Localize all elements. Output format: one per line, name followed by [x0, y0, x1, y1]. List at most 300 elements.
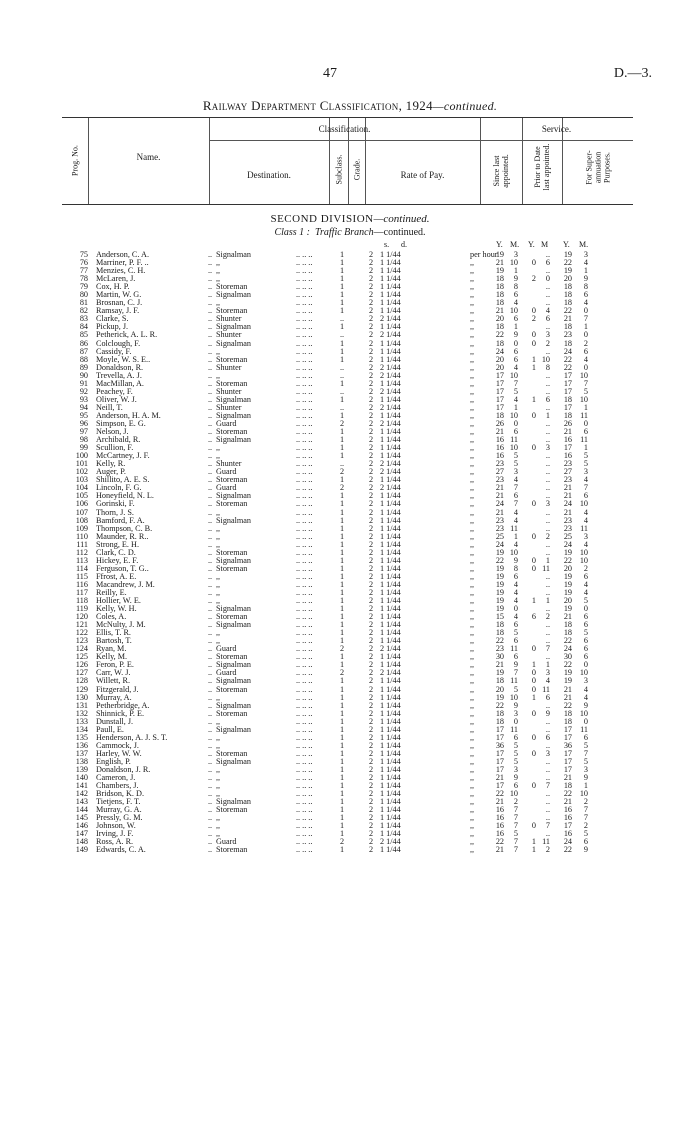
- cell-name: Ross, A. R.: [96, 838, 134, 847]
- cell-destination: Storeman: [216, 748, 248, 758]
- leader-dots: .. .. ..: [296, 483, 313, 493]
- cell-prior-months: 4: [545, 676, 550, 686]
- cell-name: Fitzgerald, J.: [96, 685, 139, 694]
- cell-grade: 2: [368, 740, 374, 750]
- leader-dots: .. .. ..: [296, 555, 313, 565]
- cell-rate-unit: ,,: [470, 539, 475, 549]
- branch-suffix: —continued.: [373, 227, 426, 238]
- table-row: [0, 846, 700, 854]
- cell-name: Paull, E.: [96, 725, 124, 734]
- cell-super-months: 4: [583, 539, 588, 549]
- cell-subclass: 1: [339, 684, 345, 694]
- cell-super-months: 2: [583, 821, 588, 831]
- cell-name: McLaren, J.: [96, 275, 136, 284]
- cell-destination: Signalman: [216, 410, 252, 420]
- cell-rate: 1 1/44: [380, 797, 401, 807]
- cell-prog-no: 83: [79, 314, 88, 324]
- cell-destination: Signalman: [216, 555, 252, 565]
- cell-since-years: 18: [495, 282, 504, 292]
- leader-dots: ..: [208, 724, 213, 734]
- cell-grade: 2: [368, 765, 374, 774]
- cell-prog-no: 113: [76, 555, 88, 565]
- cell-rate-unit: ,,: [470, 660, 475, 670]
- cell-prior-years: 0: [531, 708, 536, 718]
- leader-dots: ..: [208, 555, 213, 565]
- cell-prog-no: 86: [79, 338, 88, 348]
- cell-super-years: 17: [563, 765, 572, 774]
- table-row: [0, 420, 700, 428]
- unit-shillings: s.: [384, 240, 390, 249]
- cell-subclass: 1: [339, 563, 345, 573]
- cell-rate: 1 1/44: [380, 451, 401, 461]
- cell-prior-months: 7: [545, 644, 550, 654]
- leader-dots: ..: [208, 676, 213, 686]
- cell-subclass: 2: [339, 668, 345, 678]
- cell-since-years: 19: [495, 250, 504, 259]
- cell-super-months: 2: [583, 797, 588, 807]
- cell-since-months: 3: [513, 250, 518, 259]
- cell-grade: 2: [368, 306, 374, 316]
- cell-rate-unit: ,,: [470, 306, 475, 316]
- leader-dots: ..: [208, 322, 213, 332]
- table-row: [0, 476, 700, 484]
- cell-super-months: 5: [583, 756, 588, 766]
- cell-name: Menzies, C. H.: [96, 267, 146, 276]
- leader-dots: .. .. ..: [296, 700, 313, 710]
- cell-destination: Storeman: [216, 845, 248, 855]
- cell-destination: ,,: [216, 789, 221, 799]
- cell-grade: 2: [368, 322, 374, 332]
- cell-super-months: 0: [583, 660, 588, 670]
- leader-dots: .. .. ..: [296, 378, 313, 388]
- cell-prior-months: ..: [545, 427, 550, 437]
- cell-prog-no: 126: [75, 660, 88, 670]
- cell-since-years: 17: [495, 394, 504, 404]
- cell-subclass: 1: [339, 732, 345, 742]
- cell-destination: ,,: [216, 507, 221, 517]
- cell-destination: Guard: [216, 483, 237, 493]
- section-title: SECOND DIVISION: [270, 213, 374, 225]
- cell-since-years: 21: [495, 491, 504, 501]
- cell-prior-years: 0: [531, 531, 536, 541]
- cell-rate: 2 1/44: [380, 370, 401, 380]
- cell-super-years: 19: [563, 604, 572, 614]
- cell-subclass: 1: [339, 660, 345, 670]
- cell-since-years: 17: [495, 748, 504, 758]
- cell-since-years: 21: [495, 306, 504, 316]
- cell-rate-unit: ,,: [470, 579, 475, 589]
- cell-rate-unit: ,,: [470, 716, 475, 726]
- cell-subclass: 1: [339, 338, 345, 348]
- cell-rate-unit: ,,: [470, 354, 475, 364]
- cell-super-months: 0: [583, 418, 588, 428]
- cell-prior-months: 11: [542, 837, 550, 847]
- cell-subclass: 1: [339, 266, 345, 276]
- header-service: Service.: [541, 124, 572, 134]
- cell-super-months: 0: [583, 306, 588, 316]
- leader-dots: ..: [208, 306, 213, 316]
- cell-since-months: 0: [513, 338, 518, 348]
- cell-since-years: 17: [495, 724, 504, 734]
- cell-since-years: 23: [495, 459, 504, 469]
- cell-super-years: 21: [563, 507, 572, 517]
- cell-prior-years: 2: [531, 314, 536, 324]
- cell-destination: Signalman: [216, 250, 252, 259]
- cell-rate: 1 1/44: [380, 612, 401, 622]
- cell-destination: Shunter: [216, 330, 242, 340]
- leader-dots: ..: [208, 443, 213, 453]
- cell-since-years: 19: [495, 596, 504, 606]
- cell-grade: 2: [368, 378, 374, 388]
- cell-super-years: 21: [563, 491, 572, 501]
- cell-super-months: 10: [579, 499, 588, 509]
- cell-name: Anderson, H. A. M.: [96, 411, 161, 420]
- cell-since-years: 16: [495, 443, 504, 453]
- cell-grade: 2: [368, 652, 374, 662]
- cell-prog-no: 109: [75, 523, 88, 533]
- cell-since-years: 17: [495, 402, 504, 412]
- leader-dots: ..: [208, 604, 213, 614]
- cell-rate: 1 1/44: [380, 660, 401, 670]
- cell-subclass: 1: [339, 813, 345, 823]
- cell-prog-no: 98: [79, 435, 88, 445]
- cell-grade: 2: [368, 845, 374, 855]
- leader-dots: .. .. ..: [296, 604, 313, 614]
- cell-super-years: 23: [563, 330, 572, 340]
- cell-super-years: 18: [563, 290, 572, 300]
- table-row: [0, 653, 700, 661]
- cell-rate: 1 1/44: [380, 781, 401, 791]
- leader-dots: ..: [208, 314, 213, 324]
- table-row: [0, 838, 700, 846]
- cell-prior-months: 6: [545, 692, 550, 702]
- cell-prior-months: ..: [545, 765, 550, 774]
- cell-prior-years: 0: [531, 563, 536, 573]
- cell-super-months: 10: [579, 555, 588, 565]
- cell-since-months: 9: [513, 555, 518, 565]
- leader-dots: ..: [208, 756, 213, 766]
- leader-dots: ..: [208, 829, 213, 839]
- cell-name: MacMillan, A.: [96, 379, 144, 388]
- table-row: [0, 758, 700, 766]
- leader-dots: .. .. ..: [296, 523, 313, 533]
- table-row: [0, 356, 700, 364]
- cell-prog-no: 79: [79, 282, 88, 292]
- table-row: [0, 275, 700, 283]
- leader-dots: ..: [208, 427, 213, 437]
- table-row: [0, 790, 700, 798]
- cell-subclass: ..: [339, 330, 345, 340]
- cell-since-months: 3: [513, 708, 518, 718]
- table-row: [0, 404, 700, 412]
- page-title: [0, 98, 700, 114]
- cell-subclass: 1: [339, 523, 345, 533]
- cell-prog-no: 133: [75, 716, 88, 726]
- cell-subclass: 1: [339, 507, 345, 517]
- cell-subclass: 1: [339, 451, 345, 461]
- cell-prior-months: ..: [545, 716, 550, 726]
- cell-rate-unit: ,,: [470, 644, 475, 654]
- cell-subclass: 2: [339, 837, 345, 847]
- cell-since-years: 20: [495, 684, 504, 694]
- cell-name: Trevella, A. J.: [96, 371, 142, 380]
- cell-since-months: 6: [513, 620, 518, 630]
- cell-since-years: 21: [495, 773, 504, 783]
- cell-super-years: 18: [563, 282, 572, 292]
- cell-name: Bridson, K. D.: [96, 790, 144, 799]
- cell-super-months: 2: [583, 338, 588, 348]
- cell-prior-months: 1: [545, 660, 550, 670]
- cell-destination: Signalman: [216, 724, 252, 734]
- cell-super-years: 17: [563, 732, 572, 742]
- cell-rate-unit: ,,: [470, 258, 475, 268]
- table-row: [0, 267, 700, 275]
- cell-rate-unit: ,,: [470, 451, 475, 461]
- cell-name: Maunder, R. R..: [96, 532, 149, 541]
- cell-super-months: 7: [583, 805, 588, 815]
- cell-since-months: 5: [513, 628, 518, 638]
- cell-grade: 2: [368, 410, 374, 420]
- cell-rate-unit: ,,: [470, 443, 475, 453]
- cell-subclass: ..: [339, 459, 345, 469]
- cell-name: Hollier, W. E.: [96, 597, 141, 606]
- cell-name: Cammock, J.: [96, 741, 139, 750]
- leader-dots: .. .. ..: [296, 628, 313, 638]
- cell-name: Kelly, R.: [96, 460, 126, 469]
- header-grade: Grade.: [352, 158, 362, 181]
- cell-name: Ffrost, A. E.: [96, 572, 137, 581]
- cell-name: Colclough, F.: [96, 339, 141, 348]
- leader-dots: .. .. ..: [296, 258, 313, 268]
- leader-dots: .. .. ..: [296, 765, 313, 774]
- cell-subclass: 1: [339, 274, 345, 284]
- cell-grade: 2: [368, 684, 374, 694]
- cell-prior-months: 8: [545, 362, 550, 372]
- cell-prior-months: 2: [545, 845, 550, 855]
- cell-subclass: 1: [339, 845, 345, 855]
- cell-rate-unit: ,,: [470, 587, 475, 597]
- cell-grade: 2: [368, 837, 374, 847]
- cell-grade: 2: [368, 370, 374, 380]
- cell-super-years: 18: [563, 322, 572, 332]
- cell-prior-months: ..: [545, 451, 550, 461]
- unit-super-years: Y.: [563, 240, 570, 249]
- cell-since-months: 3: [513, 467, 518, 477]
- leader-dots: ..: [208, 596, 213, 606]
- cell-prior-months: 9: [545, 708, 550, 718]
- cell-super-months: 9: [583, 845, 588, 855]
- cell-super-years: 17: [563, 370, 572, 380]
- cell-since-months: 6: [513, 314, 518, 324]
- cell-super-months: 10: [579, 668, 588, 678]
- cell-since-years: 18: [495, 410, 504, 420]
- cell-since-months: 11: [510, 676, 518, 686]
- cell-prior-months: 3: [545, 499, 550, 509]
- cell-rate: 2 1/44: [380, 418, 401, 428]
- cell-super-months: 6: [583, 346, 588, 356]
- cell-name: Clarke, S.: [96, 315, 129, 324]
- cell-name: Pickup, J.: [96, 323, 129, 332]
- leader-dots: ..: [208, 499, 213, 509]
- cell-destination: Storeman: [216, 805, 248, 815]
- leader-dots: ..: [208, 765, 213, 774]
- cell-prog-no: 95: [79, 410, 88, 420]
- cell-since-months: 6: [513, 571, 518, 581]
- cell-name: Gorinski, F.: [96, 500, 135, 509]
- cell-prog-no: 81: [79, 298, 88, 308]
- cell-super-months: 7: [583, 483, 588, 493]
- cell-prior-years: 0: [531, 676, 536, 686]
- cell-prior-months: ..: [545, 435, 550, 445]
- leader-dots: ..: [208, 547, 213, 557]
- cell-prog-no: 101: [75, 459, 88, 469]
- branch-name: Traffic Branch: [315, 227, 374, 238]
- cell-super-years: 16: [563, 451, 572, 461]
- cell-grade: 2: [368, 555, 374, 565]
- leader-dots: ..: [208, 330, 213, 340]
- cell-prior-months: ..: [545, 571, 550, 581]
- cell-since-years: 17: [495, 386, 504, 396]
- cell-since-months: 6: [513, 346, 518, 356]
- table-row: [0, 782, 700, 790]
- cell-super-months: 5: [583, 386, 588, 396]
- leader-dots: ..: [208, 805, 213, 815]
- cell-since-years: 16: [495, 805, 504, 815]
- cell-prior-months: 1: [545, 555, 550, 565]
- cell-prog-no: 82: [79, 306, 88, 316]
- cell-grade: 2: [368, 459, 374, 469]
- cell-name: Thompson, C. B.: [96, 524, 153, 533]
- cell-super-years: 22: [563, 362, 572, 372]
- cell-since-years: 25: [495, 531, 504, 541]
- cell-prior-months: ..: [545, 515, 550, 525]
- cell-prog-no: 92: [79, 386, 88, 396]
- leader-dots: .. .. ..: [296, 394, 313, 404]
- cell-super-years: 16: [563, 813, 572, 823]
- cell-prior-months: 0: [545, 274, 550, 284]
- leader-dots: .. .. ..: [296, 266, 313, 276]
- cell-rate-unit: ,,: [470, 596, 475, 606]
- cell-grade: 2: [368, 314, 374, 324]
- cell-name: Dunstall, J.: [96, 717, 134, 726]
- cell-since-months: 10: [509, 410, 518, 420]
- leader-dots: .. .. ..: [296, 402, 313, 412]
- table-row: [0, 517, 700, 525]
- cell-prior-years: 0: [531, 748, 536, 758]
- table-row: [0, 428, 700, 436]
- cell-prog-no: 143: [75, 797, 88, 807]
- cell-prior-months: ..: [545, 636, 550, 646]
- cell-rate: 1 1/44: [380, 435, 401, 445]
- cell-since-months: 5: [513, 684, 518, 694]
- cell-prior-months: 3: [545, 330, 550, 340]
- cell-super-months: 11: [580, 523, 588, 533]
- cell-prior-months: 1: [545, 410, 550, 420]
- cell-subclass: ..: [339, 314, 345, 324]
- cell-rate: 2 1/44: [380, 314, 401, 324]
- leader-dots: ..: [208, 362, 213, 372]
- cell-subclass: 1: [339, 636, 345, 646]
- cell-prior-months: ..: [545, 652, 550, 662]
- cell-destination: ,,: [216, 596, 221, 606]
- cell-destination: Signalman: [216, 515, 252, 525]
- cell-prog-no: 93: [79, 394, 88, 404]
- cell-prior-months: 6: [545, 314, 550, 324]
- cell-since-months: 0: [513, 418, 518, 428]
- cell-destination: ,,: [216, 636, 221, 646]
- cell-rate-unit: ,,: [470, 797, 475, 807]
- cell-name: Henderson, A. J. S. T.: [96, 733, 168, 742]
- cell-super-years: 22: [563, 789, 572, 799]
- leader-dots: ..: [208, 410, 213, 420]
- leader-dots: .. .. ..: [296, 443, 313, 453]
- cell-rate: 1 1/44: [380, 378, 401, 388]
- cell-since-months: 5: [513, 451, 518, 461]
- cell-rate-unit: ,,: [470, 700, 475, 710]
- cell-super-months: 3: [583, 676, 588, 686]
- cell-subclass: 1: [339, 427, 345, 437]
- leader-dots: .. .. ..: [296, 282, 313, 292]
- cell-super-months: 6: [583, 571, 588, 581]
- cell-name: English, P.: [96, 757, 131, 766]
- cell-since-years: 22: [495, 837, 504, 847]
- cell-destination: Signalman: [216, 338, 252, 348]
- cell-super-years: 18: [563, 394, 572, 404]
- leader-dots: .. .. ..: [296, 692, 313, 702]
- cell-since-months: 10: [509, 306, 518, 316]
- cell-prior-months: ..: [545, 805, 550, 815]
- cell-prior-months: ..: [545, 579, 550, 589]
- cell-grade: 2: [368, 756, 374, 766]
- cell-rate: 2 1/44: [380, 459, 401, 469]
- table-row: [0, 500, 700, 508]
- cell-since-years: 17: [495, 756, 504, 766]
- table-row: [0, 444, 700, 452]
- cell-super-years: 24: [563, 346, 572, 356]
- cell-since-years: 23: [495, 523, 504, 533]
- cell-prior-years: 1: [531, 362, 536, 372]
- cell-prior-years: 0: [531, 443, 536, 453]
- leader-dots: ..: [208, 378, 213, 388]
- cell-rate-unit: ,,: [470, 628, 475, 638]
- table-row: [0, 557, 700, 565]
- cell-destination: Signalman: [216, 676, 252, 686]
- cell-destination: Signalman: [216, 491, 252, 501]
- cell-since-years: 16: [495, 435, 504, 445]
- cell-rate: 1 1/44: [380, 692, 401, 702]
- cell-rate: 2 1/44: [380, 483, 401, 493]
- cell-destination: Shunter: [216, 362, 242, 372]
- leader-dots: ..: [208, 684, 213, 694]
- cell-since-years: 19: [495, 668, 504, 678]
- cell-rate: 1 1/44: [380, 813, 401, 823]
- cell-prog-no: 142: [75, 789, 88, 799]
- cell-since-months: 4: [513, 539, 518, 549]
- cell-destination: ,,: [216, 821, 221, 831]
- table-row: [0, 299, 700, 307]
- cell-name: Willett, R.: [96, 677, 131, 686]
- header-for-superannuation: For Super-annuation Purposes.: [584, 150, 612, 185]
- cell-destination: Signalman: [216, 620, 252, 630]
- cell-prior-months: 1: [545, 596, 550, 606]
- cell-super-years: 19: [563, 266, 572, 276]
- cell-destination: ,,: [216, 692, 221, 702]
- cell-rate: 1 1/44: [380, 258, 401, 268]
- leader-dots: .. .. ..: [296, 274, 313, 284]
- cell-subclass: ..: [339, 370, 345, 380]
- cell-since-years: 30: [495, 652, 504, 662]
- table-row: [0, 468, 700, 476]
